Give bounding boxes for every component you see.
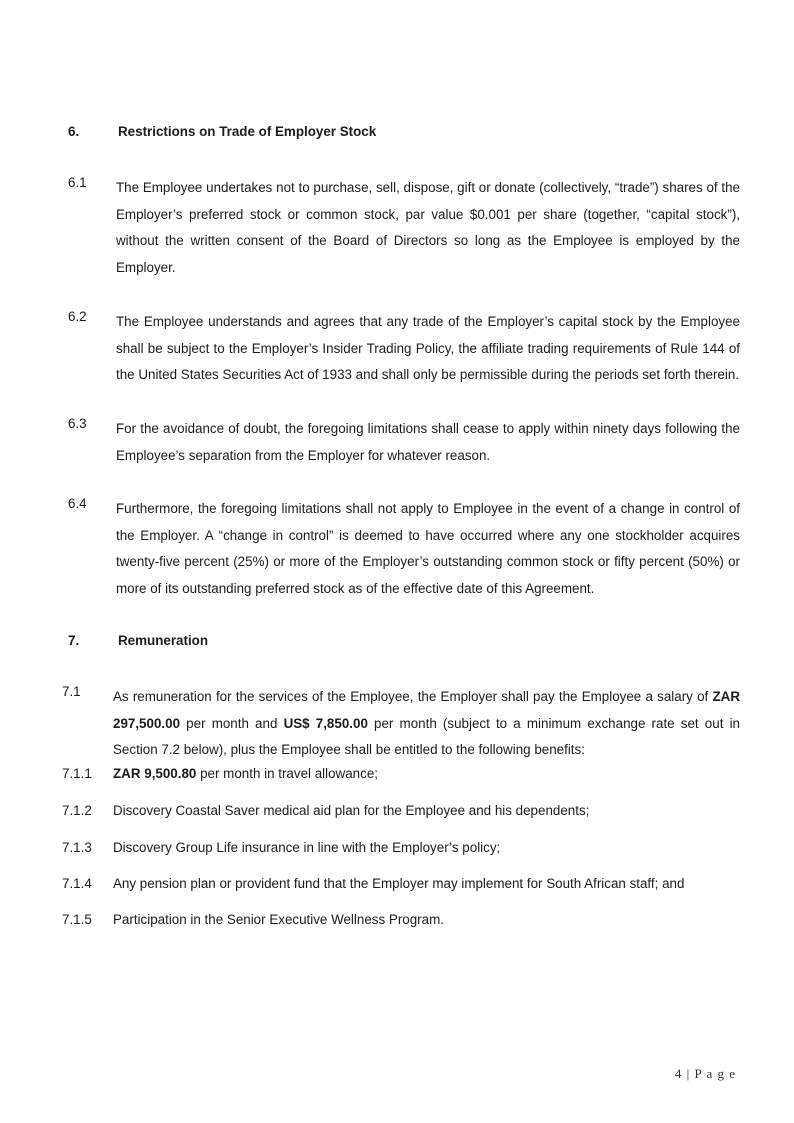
item-text: Participation in the Senior Executive Wellness Program. [113, 912, 444, 927]
clause-6-3 [68, 416, 740, 469]
clause-number: 7.1 [62, 684, 81, 699]
clause-text-part: per month and [180, 715, 284, 731]
benefit-7-1-3 [62, 840, 500, 855]
clause-text: The Employee undertakes not to purchase, sell, dispose, gift or donate (collectively, “trade”) shares of the Employer’s preferred stock or common stock, par value $0.001 per share (together, “capital stock”), without the written consent of the Board of Directors so long as the Employee is employed by the Employer. [116, 180, 740, 275]
clause-text: Furthermore, the foregoing limitations shall not apply to Employee in the event of a change in control of the Employer. A “change in control” is deemed to have occurred where any one stockholder acquires twenty-five percent (25%) or more of the Employer’s outstanding common stock or fifty percent (50%) or more of its outstanding preferred stock as of the effective date of this Agreement. [116, 501, 740, 596]
clause-number: 6.1 [68, 175, 87, 190]
clause-text-part: per month (subject to a minimum exchange rate set out in Section 7.2 below), plus the Employee shall be entitled to the following benefits: [113, 715, 740, 757]
item-text: Discovery Coastal Saver medical aid plan for the Employee and his dependents; [113, 803, 590, 818]
item-text: Any pension plan or provident fund that the Employer may implement for South African staff; and [113, 876, 685, 891]
section-6-heading [68, 124, 376, 139]
clause-7-1 [62, 684, 740, 764]
item-number: 7.1.2 [62, 803, 92, 818]
benefit-7-1-2 [62, 803, 589, 818]
item-number: 7.1.1 [62, 766, 92, 781]
salary-usd: US$ 7,850.00 [283, 715, 368, 731]
clause-6-4 [68, 496, 740, 602]
clause-text [113, 684, 740, 764]
travel-allowance-amount: ZAR 9,500.80 [113, 766, 197, 781]
item-text-part: per month in travel allowance; [196, 766, 378, 781]
page-number: 4 | P a g e [674, 1066, 736, 1081]
section-number: 6. [68, 124, 80, 139]
clause-text: For the avoidance of doubt, the foregoing limitations shall cease to apply within ninety days following the Employee’s separation from the Employer for whatever reason. [116, 421, 740, 463]
item-number: 7.1.3 [62, 840, 92, 855]
clause-6-2 [68, 309, 740, 389]
clause-text-part: As remuneration for the services of the Employee, the Employer shall pay the Employee a salary of [113, 689, 713, 704]
clause-number: 6.2 [68, 309, 87, 324]
section-title: Restrictions on Trade of Employer Stock [118, 124, 377, 139]
section-number: 7. [68, 633, 80, 648]
clause-text: The Employee understands and agrees that any trade of the Employer’s capital stock by the Employee shall be subject to the Employer’s Insider Trading Policy, the affiliate trading requirements of Rule 144 of the United States Securities Act of 1933 and shall only be permissible during the periods set forth therein. [116, 314, 740, 382]
item-number: 7.1.4 [62, 876, 92, 891]
clause-number: 6.3 [68, 416, 87, 431]
item-text [113, 766, 378, 781]
clause-6-1 [68, 175, 740, 281]
item-text: Discovery Group Life insurance in line with the Employer’s policy; [113, 840, 501, 855]
benefit-7-1-4 [62, 876, 684, 891]
section-7-heading [68, 633, 208, 648]
clause-number: 6.4 [68, 496, 87, 511]
salary-zar: ZAR 297,500.00 [113, 689, 740, 731]
section-title: Remuneration [118, 633, 209, 648]
benefit-7-1-5 [62, 912, 444, 927]
item-number: 7.1.5 [62, 912, 92, 927]
benefit-7-1-1 [62, 766, 378, 781]
